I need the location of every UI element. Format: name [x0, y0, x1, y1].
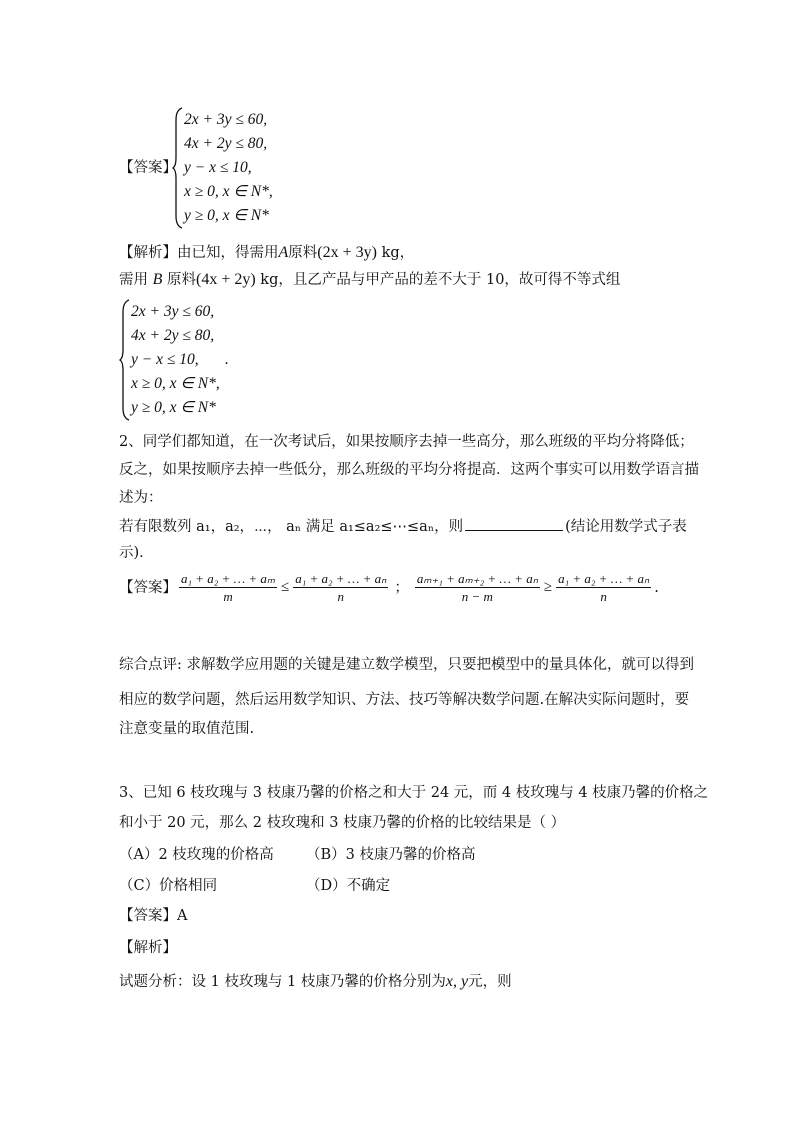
- q2-stem-line-5: 示)．: [119, 545, 154, 561]
- fraction-2-den: n: [337, 589, 345, 604]
- comment-line-2: 相应的数学问题，然后运用数学知识、方法、技巧等解决数学问题.在解决实际问题时，要: [119, 692, 690, 708]
- q2-stem-text: (结论用数学式子表: [565, 519, 687, 535]
- system-line-3: y − x ≤ 10,: [184, 159, 252, 176]
- analysis-text: 原料: [288, 245, 318, 261]
- q2-stem-line-1: 2、同学们都知道，在一次考试后，如果按顺序去掉一些高分，那么班级的平均分将降低；: [119, 434, 694, 450]
- fraction-4: [556, 570, 651, 605]
- q3-option-b: （B）3 枝康乃馨的价格高: [306, 847, 476, 863]
- system2-line-1: 2x + 3y ≤ 60,: [131, 303, 215, 320]
- analysis-label-q3: 【解析】: [119, 940, 177, 956]
- q3-analysis-line: [119, 972, 512, 992]
- comment-line-1: 综合点评: 求解数学应用题的关键是建立数学模型，只要把模型中的量具体化，就可以得到: [119, 657, 694, 673]
- q2-stem-line-2: 反之，如果按顺序去掉一些低分，那么班级的平均分将提高．这两个事实可以用数学语言描: [119, 462, 699, 478]
- system2-line-4: x ≥ 0, x ∈ N*,: [131, 375, 220, 392]
- expr-b: (4x + 2y): [196, 271, 256, 288]
- relation-le: ≤: [281, 579, 290, 595]
- q2-answer: [119, 570, 659, 605]
- answer-label-q1: 【答案】: [119, 160, 177, 176]
- answer-label-q2: 【答案】: [119, 579, 177, 596]
- system2-line-5: y ≥ 0, x ∈ N*: [131, 399, 216, 416]
- fraction-2: [293, 570, 388, 605]
- analysis-text: 需用: [119, 272, 148, 288]
- q2-stem-line-4: [119, 516, 687, 537]
- fraction-2-num: a₁ + a₂ + … + aₙ: [295, 571, 387, 586]
- separator: ；: [394, 579, 409, 596]
- analysis-line-1: [119, 243, 414, 263]
- fraction-1-den: m: [223, 589, 233, 604]
- system-line-5: y ≥ 0, x ∈ N*: [184, 207, 269, 224]
- fraction-3-den: n − m: [461, 589, 493, 604]
- system-line-4: x ≥ 0, x ∈ N*,: [184, 183, 273, 200]
- system-line-1: 2x + 3y ≤ 60,: [184, 111, 268, 128]
- analysis-text: 原料: [167, 272, 196, 288]
- q3-stem-line-2: 和小于 20 元，那么 2 枝玫瑰和 3 枝康乃馨的价格的比较结果是（ ）: [119, 815, 566, 831]
- system-brace: [172, 106, 184, 230]
- var-a: A: [278, 244, 289, 261]
- q3-vars: x, y: [445, 973, 469, 990]
- fraction-3-num: aₘ₊₁ + aₘ₊₂ + … + aₙ: [416, 571, 538, 586]
- var-b: B: [152, 271, 163, 288]
- q3-answer-value: A: [177, 908, 188, 924]
- system-line-2: 4x + 2y ≤ 80,: [184, 135, 268, 152]
- analysis-text: kg，: [381, 245, 415, 261]
- fraction-1: [179, 570, 277, 605]
- q3-analysis-text: 试题分析：设 1 枝玫瑰与 1 枝康乃馨的价格分别为: [119, 974, 446, 990]
- q3-stem-line-1: 3、已知 6 枝玫瑰与 3 枝康乃馨的价格之和大于 24 元，而 4 枝玫瑰与 4 枝康乃馨的价格之: [119, 785, 709, 801]
- fraction-3: [415, 570, 540, 605]
- analysis-label-q1: 【解析】: [119, 245, 177, 261]
- analysis-text: 由已知，得需用: [177, 245, 279, 261]
- system2-line-3: [131, 348, 228, 372]
- system-brace-2: [119, 298, 131, 422]
- relation-ge: ≥: [543, 579, 553, 595]
- fraction-4-num: a₁ + a₂ + … + aₙ: [558, 571, 650, 586]
- q3-answer: [119, 906, 187, 926]
- fraction-4-den: n: [600, 589, 607, 604]
- answer-label-q3: 【答案】: [119, 908, 177, 924]
- system2-line-3-text: y − x ≤ 10,: [131, 351, 199, 368]
- answer-blank[interactable]: [465, 516, 563, 531]
- expr-a: (2x + 3y): [317, 244, 377, 261]
- q3-option-c: （C）价格相同: [119, 878, 218, 894]
- system2-line-2: 4x + 2y ≤ 80,: [131, 327, 215, 344]
- analysis-text: kg，且乙产品与甲产品的差不大于 10，故可得不等式组: [260, 272, 621, 288]
- fraction-1-num: a₁ + a₂ + … + aₘ: [181, 571, 276, 586]
- answer-period: .: [654, 579, 659, 596]
- q3-analysis-text: 元，则: [468, 974, 512, 990]
- q3-option-d: （D）不确定: [306, 878, 391, 894]
- comment-line-3: 注意变量的取值范围.: [119, 721, 255, 737]
- system2-period: .: [224, 351, 229, 368]
- q2-stem-line-3: 述为：: [119, 490, 163, 506]
- q2-stem-text: 若有限数列 a₁，a₂，⋯， aₙ 满足 a₁≤a₂≤⋯≤aₙ，则: [119, 519, 464, 535]
- analysis-line-2: [119, 270, 620, 290]
- q3-option-a: （A）2 枝玫瑰的价格高: [119, 847, 274, 863]
